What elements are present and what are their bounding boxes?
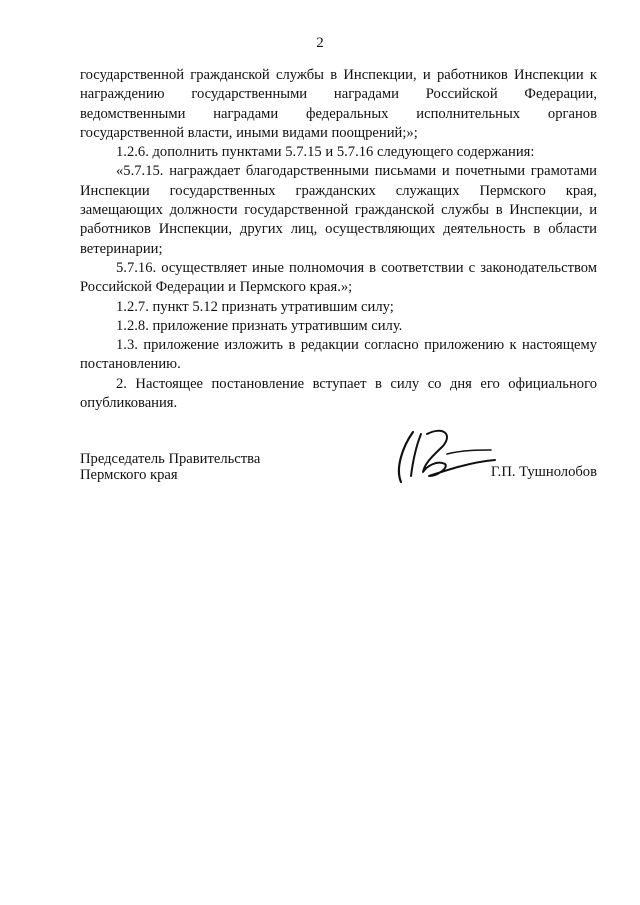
paragraph-5-7-16: 5.7.16. осуществляет иные полномочия в соответствии с законодательством Российской Федерации и Пермского края.»; — [80, 259, 597, 296]
paragraph-1-2-8: 1.2.8. приложение признать утратившим силу. — [116, 317, 403, 334]
page-number: 2 — [316, 35, 324, 51]
paragraph-1-2-7: 1.2.7. пункт 5.12 признать утратившим силу; — [116, 298, 394, 315]
position-title: Председатель Правительства — [80, 451, 261, 467]
handwritten-signature — [387, 420, 507, 490]
paragraph-2: 2. Настоящее постановление вступает в силу со дня его официального опубликования. — [80, 375, 597, 412]
signatory-name: Г.П. Тушнолобов — [490, 464, 597, 480]
signatory-position — [80, 451, 260, 483]
paragraph-1-3: 1.3. приложение изложить в редакции согласно приложению к настоящему постановлению. — [80, 337, 597, 373]
paragraph-1-2-6: 1.2.6. дополнить пунктами 5.7.15 и 5.7.16 следующего содержания: — [116, 144, 535, 161]
document-body — [80, 66, 597, 413]
paragraph-5-7-15: «5.7.15. награждает благодарственными письмами и почетными грамотами Инспекции государственных гражданских служащих Пермского края, замещающих должности государственной гражданской службы в Инспекции, и работников Инспекции, других лиц, осуществляющих деятельность в области ветеринарии; — [80, 163, 597, 257]
position-region: Пермского края — [80, 467, 178, 483]
paragraph-continuation: государственной гражданской службы в Инспекции, и работников Инспекции к награждению государственными наградами Российской Федерации, ведомственными наградами федеральных исполнительных органов государственной власти, иными видами поощрений;»; — [80, 67, 597, 141]
